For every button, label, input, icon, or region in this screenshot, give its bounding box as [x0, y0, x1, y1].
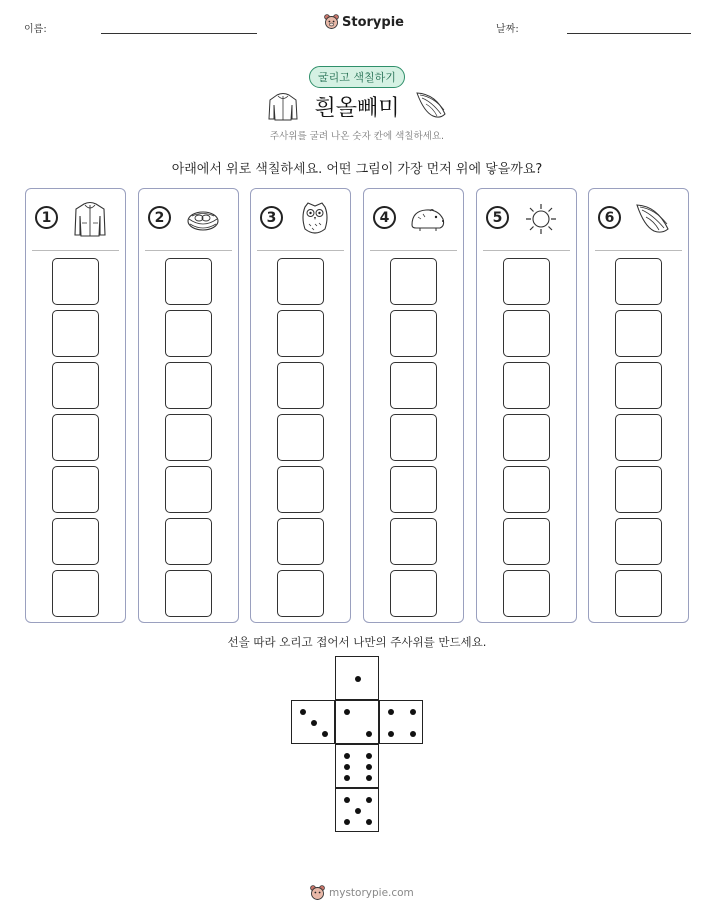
- dice-face-1: [335, 656, 379, 700]
- jacket-icon: [266, 92, 300, 122]
- dice-pip: [366, 753, 372, 759]
- name-label: 이름:: [24, 24, 47, 35]
- column-header: [26, 189, 125, 251]
- dice-pip: [366, 764, 372, 770]
- color-box[interactable]: [277, 518, 324, 565]
- color-box[interactable]: [277, 310, 324, 357]
- color-box[interactable]: [52, 570, 99, 617]
- footer-url[interactable]: mystorypie.com: [329, 887, 414, 899]
- column-number: 6: [598, 206, 621, 229]
- color-box[interactable]: [52, 518, 99, 565]
- date-label: 날짜:: [496, 24, 519, 35]
- color-box[interactable]: [615, 570, 662, 617]
- dice-pip: [344, 709, 350, 715]
- color-box[interactable]: [390, 466, 437, 513]
- color-box[interactable]: [503, 466, 550, 513]
- color-box[interactable]: [277, 414, 324, 461]
- color-box[interactable]: [165, 414, 212, 461]
- color-box[interactable]: [615, 518, 662, 565]
- color-box[interactable]: [390, 518, 437, 565]
- color-box[interactable]: [615, 466, 662, 513]
- dice-pip: [410, 709, 416, 715]
- color-box[interactable]: [52, 414, 99, 461]
- column-1: [25, 188, 126, 623]
- dice-pip: [355, 676, 361, 682]
- color-box[interactable]: [390, 570, 437, 617]
- color-box[interactable]: [503, 518, 550, 565]
- footer: [310, 885, 414, 901]
- dice-pip: [300, 709, 306, 715]
- color-box[interactable]: [615, 414, 662, 461]
- color-box[interactable]: [503, 414, 550, 461]
- color-box[interactable]: [52, 362, 99, 409]
- color-box[interactable]: [165, 362, 212, 409]
- column-divider: [370, 250, 457, 251]
- column-number: 4: [373, 206, 396, 229]
- color-box[interactable]: [503, 258, 550, 305]
- color-box[interactable]: [390, 258, 437, 305]
- column-header: [589, 189, 688, 251]
- jacket-icon: [70, 199, 110, 239]
- dice-pip: [344, 764, 350, 770]
- date-line: [567, 33, 691, 34]
- column-divider: [257, 250, 344, 251]
- column-number: 1: [35, 206, 58, 229]
- color-box[interactable]: [277, 258, 324, 305]
- dice-pip: [322, 731, 328, 737]
- dice-pip: [388, 709, 394, 715]
- nest-icon: [183, 199, 223, 239]
- color-box[interactable]: [165, 570, 212, 617]
- activity-badge: 굴리고 색칠하기: [309, 66, 405, 88]
- column-divider: [32, 250, 119, 251]
- color-box[interactable]: [165, 466, 212, 513]
- dice-face-6: [335, 744, 379, 788]
- color-box[interactable]: [503, 362, 550, 409]
- dice-face-3: [291, 700, 335, 744]
- color-box[interactable]: [52, 310, 99, 357]
- column-header: [364, 189, 463, 251]
- dice-pip: [366, 731, 372, 737]
- column-6: [588, 188, 689, 623]
- bear-icon: [324, 14, 339, 30]
- owl-icon: [295, 199, 335, 239]
- dice-pip: [366, 819, 372, 825]
- color-box[interactable]: [165, 518, 212, 565]
- column-divider: [595, 250, 682, 251]
- color-box[interactable]: [277, 570, 324, 617]
- color-box[interactable]: [165, 258, 212, 305]
- color-box[interactable]: [390, 414, 437, 461]
- color-box[interactable]: [503, 310, 550, 357]
- cut-instruction: 선을 따라 오리고 접어서 나만의 주사위를 만드세요.: [227, 635, 487, 649]
- column-header: [477, 189, 576, 251]
- column-number: 2: [148, 206, 171, 229]
- column-number: 5: [486, 206, 509, 229]
- dice-pip: [344, 819, 350, 825]
- page-title: 흰올빼미: [314, 96, 400, 121]
- instruction: 아래에서 위로 색칠하세요. 어떤 그림이 가장 먼저 위에 닿을까요?: [171, 162, 543, 177]
- column-4: [363, 188, 464, 623]
- color-box[interactable]: [390, 310, 437, 357]
- color-box[interactable]: [277, 362, 324, 409]
- subtitle: 주사위를 굴려 나온 숫자 칸에 색칠하세요.: [269, 131, 445, 142]
- column-5: [476, 188, 577, 623]
- color-box[interactable]: [390, 362, 437, 409]
- brand-logo: [324, 14, 404, 30]
- dice-pip: [366, 797, 372, 803]
- lemming-icon: [408, 199, 448, 239]
- column-divider: [145, 250, 232, 251]
- column-divider: [483, 250, 570, 251]
- color-box[interactable]: [615, 258, 662, 305]
- wing-icon: [633, 199, 673, 239]
- dice-pip: [388, 731, 394, 737]
- color-box[interactable]: [52, 258, 99, 305]
- dice-pip: [410, 731, 416, 737]
- column-number: 3: [260, 206, 283, 229]
- color-box[interactable]: [165, 310, 212, 357]
- dice-pip: [311, 720, 317, 726]
- column-2: [138, 188, 239, 623]
- name-line: [101, 33, 257, 34]
- sun-icon: [521, 199, 561, 239]
- column-header: [251, 189, 350, 251]
- dice-pip: [344, 797, 350, 803]
- bear-icon: [310, 885, 325, 901]
- column-3: [250, 188, 351, 623]
- dice-face-5: [335, 788, 379, 832]
- wing-icon: [414, 90, 448, 122]
- color-box[interactable]: [277, 466, 324, 513]
- dice-pip: [344, 775, 350, 781]
- dice-pip: [366, 775, 372, 781]
- dice-face-2: [335, 700, 379, 744]
- dice-pip: [355, 808, 361, 814]
- color-box[interactable]: [615, 362, 662, 409]
- dice-face-4: [379, 700, 423, 744]
- color-box[interactable]: [52, 466, 99, 513]
- dice-pip: [344, 753, 350, 759]
- brand-name: Storypie: [342, 14, 404, 30]
- color-box[interactable]: [615, 310, 662, 357]
- column-header: [139, 189, 238, 251]
- color-box[interactable]: [503, 570, 550, 617]
